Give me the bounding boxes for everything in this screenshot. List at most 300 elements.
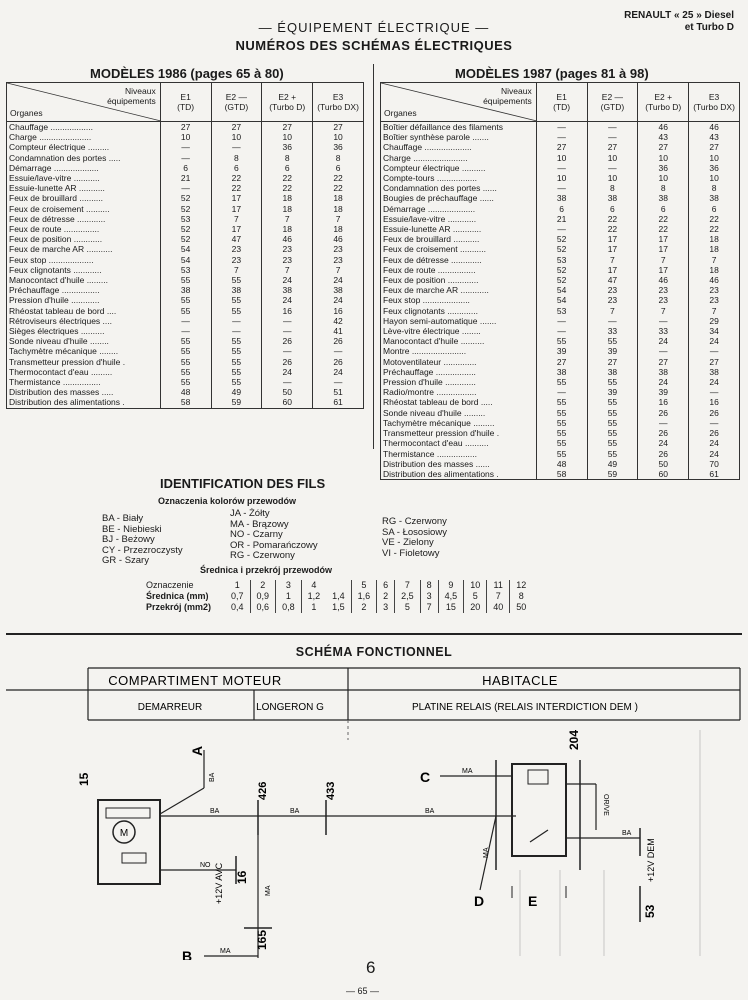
- schema-number: 17: [587, 265, 638, 275]
- organ-name: Feux de croisement ..........: [7, 204, 161, 214]
- schema-number: 55: [536, 377, 587, 387]
- schema-number: 6: [313, 163, 364, 173]
- schema-number: 17: [638, 265, 689, 275]
- table-row: [381, 173, 740, 183]
- motor-label: M: [119, 828, 129, 839]
- schema-number: 59: [211, 397, 262, 408]
- wire-color-item: MA - Brązowy: [230, 518, 289, 530]
- schema-number: 22: [638, 214, 689, 224]
- schema-number: 52: [160, 193, 211, 203]
- size-cell: 11: [487, 580, 510, 591]
- organ-name: Transmetteur pression d'huile .: [7, 357, 161, 367]
- schema-number: 48: [536, 459, 587, 469]
- size-cell: 7: [420, 602, 438, 613]
- schema-number: 27: [587, 357, 638, 367]
- schema-number: 22: [587, 214, 638, 224]
- wire-colors-col3: [382, 517, 447, 559]
- schema-number: 55: [536, 449, 587, 459]
- schema-number: 27: [587, 142, 638, 152]
- schema-number: —: [262, 326, 313, 336]
- corner-label-niveaux: Niveaux: [501, 86, 532, 96]
- schema-number: 7: [587, 306, 638, 316]
- col-header: E2 + (Turbo D): [262, 83, 313, 122]
- schema-number: 6: [536, 204, 587, 214]
- table-row: [381, 204, 740, 214]
- schema-number: 55: [587, 408, 638, 418]
- size-cell: [326, 580, 351, 591]
- table-row: [7, 306, 364, 316]
- schema-number: 6: [638, 204, 689, 214]
- table-row: [381, 438, 740, 448]
- schema-number: 33: [638, 326, 689, 336]
- wire-color-item: JA - Żółty: [230, 508, 270, 519]
- schema-number: 55: [211, 275, 262, 285]
- schema-number: 50: [262, 387, 313, 397]
- wire-color-item: BJ - Beżowy: [102, 534, 155, 545]
- schema-number: 17: [587, 234, 638, 244]
- organ-name: Chauffage ..................: [7, 122, 161, 133]
- schema-number: —: [536, 316, 587, 326]
- schema-number: 55: [587, 336, 638, 346]
- schema-number: 53: [160, 265, 211, 275]
- schema-number: 24: [689, 449, 740, 459]
- size-cell: 3: [276, 580, 302, 591]
- schema-number: 55: [536, 397, 587, 407]
- schema-number: 49: [211, 387, 262, 397]
- size-row: [146, 580, 532, 591]
- size-cell: 3: [420, 591, 438, 602]
- organ-name: Pression d'huile ............: [7, 295, 161, 305]
- schema-number: 55: [536, 408, 587, 418]
- schema-number: 27: [536, 142, 587, 152]
- schema-number: 23: [211, 255, 262, 265]
- schema-number: 43: [689, 132, 740, 142]
- organ-name: Boîtier synthèse parole .......: [381, 132, 537, 142]
- size-cell: 2: [250, 580, 276, 591]
- schema-number: 21: [160, 173, 211, 183]
- table-row: [7, 265, 364, 275]
- table-row: [7, 224, 364, 234]
- label-E: E: [528, 893, 538, 909]
- size-cell: 1,5: [332, 602, 345, 612]
- schema-number: 22: [262, 173, 313, 183]
- schema-number: 27: [262, 122, 313, 133]
- schema-number: —: [160, 316, 211, 326]
- schema-number: 22: [313, 183, 364, 193]
- organ-name: Feux de position .............: [381, 275, 537, 285]
- size-cell: 1,2: [301, 591, 326, 602]
- schema-number: 38: [638, 193, 689, 203]
- size-cell: 5: [464, 591, 487, 602]
- table-row: [7, 193, 364, 203]
- size-cell: 10: [464, 580, 487, 591]
- schema-number: 38: [536, 193, 587, 203]
- schema-number: 8: [211, 153, 262, 163]
- organ-name: Essuie/lave-vitre ............: [381, 214, 537, 224]
- organ-name: Pression d'huile .............: [381, 377, 537, 387]
- organ-name: Thermocontact d'eau ..........: [381, 438, 537, 448]
- schema-number: 22: [638, 224, 689, 234]
- schema-number: 16: [262, 306, 313, 316]
- organ-name: Compte-tours .................: [381, 173, 537, 183]
- schema-number: 54: [160, 244, 211, 254]
- schema-number: —: [211, 326, 262, 336]
- table-row: [7, 244, 364, 254]
- schema-number: —: [638, 316, 689, 326]
- schema-number: —: [536, 387, 587, 397]
- schema-number: —: [689, 346, 740, 356]
- table-row: [381, 326, 740, 336]
- schema-number: 8: [638, 183, 689, 193]
- wire-color-item: NO - Czarny: [230, 529, 283, 540]
- table-row: [7, 122, 364, 133]
- col-header: E2 — (GTD): [587, 83, 638, 122]
- size-cell: 7: [487, 591, 510, 602]
- organ-name: Sonde niveau d'huile ........: [7, 336, 161, 346]
- schema-number: 38: [262, 285, 313, 295]
- schema-number: 8: [262, 153, 313, 163]
- schema-number: 23: [262, 255, 313, 265]
- table-1987-title: MODÈLES 1987 (pages 81 à 98): [455, 66, 649, 81]
- schema-number: 22: [211, 173, 262, 183]
- schema-number: —: [536, 183, 587, 193]
- schema-number: 55: [160, 377, 211, 387]
- organ-name: Feux stop ...................: [7, 255, 161, 265]
- col-header: E1 (TD): [160, 83, 211, 122]
- brand-line-1: RENAULT « 25 » Diesel: [624, 10, 734, 21]
- wire-color-item: GR - Szary: [102, 555, 149, 566]
- schema-number: —: [262, 377, 313, 387]
- schema-number: 41: [313, 326, 364, 336]
- connector-C: C: [420, 769, 431, 785]
- schema-number: 55: [211, 377, 262, 387]
- size-cell: 2: [377, 591, 395, 602]
- table-row: [381, 377, 740, 387]
- schema-number: 18: [313, 224, 364, 234]
- table-row: [381, 214, 740, 224]
- wire-color-item: RG - Czerwony: [382, 516, 447, 527]
- table-row: [381, 387, 740, 397]
- schema-number: 22: [689, 214, 740, 224]
- schema-number: 38: [536, 367, 587, 377]
- col-header: E3 (Turbo DX): [313, 83, 364, 122]
- schema-number: 8: [313, 153, 364, 163]
- schema-number: 7: [587, 255, 638, 265]
- schema-number: 6: [211, 163, 262, 173]
- wire-ba-label: BA: [425, 808, 435, 815]
- schema-number: 55: [536, 428, 587, 438]
- table-row: [381, 285, 740, 295]
- organ-name: Sonde niveau d'huile .........: [381, 408, 537, 418]
- table-row: [381, 122, 740, 133]
- schema-number: 61: [689, 469, 740, 480]
- schema-number: 10: [587, 153, 638, 163]
- table-row: [7, 275, 364, 285]
- schema-number: 10: [587, 173, 638, 183]
- schema-number: 55: [160, 367, 211, 377]
- label-16: 16: [235, 870, 249, 884]
- schema-number: 52: [536, 244, 587, 254]
- organ-name: Thermistance ................: [7, 377, 161, 387]
- schema-number: 36: [689, 163, 740, 173]
- schema-number: 61: [313, 397, 364, 408]
- schema-number: 10: [313, 132, 364, 142]
- size-cell: 50: [510, 602, 533, 613]
- schema-number: 52: [160, 204, 211, 214]
- label-12v-avc: +12V AVC: [214, 862, 224, 904]
- table-row: [381, 367, 740, 377]
- schema-number: 17: [638, 244, 689, 254]
- schema-number: 18: [313, 193, 364, 203]
- schema-number: 26: [313, 357, 364, 367]
- schema-number: 23: [638, 285, 689, 295]
- table-row: [7, 357, 364, 367]
- corner-label-organes: Organes: [384, 108, 417, 118]
- schema-number: 26: [689, 408, 740, 418]
- schema-number: 26: [262, 336, 313, 346]
- schema-number: 7: [313, 214, 364, 224]
- table-row: [381, 357, 740, 367]
- schema-number: 43: [638, 132, 689, 142]
- table-corner-header: [7, 83, 160, 121]
- schema-number: 10: [638, 153, 689, 163]
- schema-number: 36: [638, 163, 689, 173]
- wire-ba-label: BA: [210, 808, 220, 815]
- schema-number: 52: [160, 234, 211, 244]
- size-cell: 5: [351, 580, 377, 591]
- schema-number: 26: [313, 336, 364, 346]
- organ-name: Charge .......................: [381, 153, 537, 163]
- table-row: [7, 367, 364, 377]
- schema-number: 55: [211, 306, 262, 316]
- schema-number: 23: [689, 285, 740, 295]
- organ-name: Transmetteur pression d'huile .: [381, 428, 537, 438]
- brand-line-2: et Turbo D: [684, 22, 734, 33]
- schema-number: 53: [536, 306, 587, 316]
- schema-number: 39: [536, 346, 587, 356]
- schema-number: 17: [211, 224, 262, 234]
- organ-name: Démarrage ....................: [381, 204, 537, 214]
- schema-number: —: [536, 326, 587, 336]
- schema-number: —: [587, 316, 638, 326]
- col-header: E1 (TD): [536, 83, 587, 122]
- schema-number: 23: [313, 244, 364, 254]
- schema-number: 27: [313, 122, 364, 133]
- schema-number: 26: [638, 449, 689, 459]
- size-row: [146, 591, 532, 602]
- corner-label-equipements: équipements: [483, 96, 532, 106]
- schema-number: 55: [211, 367, 262, 377]
- organ-name: Feux stop ....................: [381, 295, 537, 305]
- schema-number: 55: [587, 438, 638, 448]
- schema-number: 55: [160, 295, 211, 305]
- schema-number: 10: [536, 173, 587, 183]
- schema-number: —: [587, 132, 638, 142]
- table-row: [381, 163, 740, 173]
- schema-number: 51: [313, 387, 364, 397]
- table-row: [381, 193, 740, 203]
- schema-number: 7: [638, 306, 689, 316]
- schema-number: 55: [211, 336, 262, 346]
- schema-number: 7: [211, 214, 262, 224]
- table-row: [381, 336, 740, 346]
- schema-number: 46: [313, 234, 364, 244]
- wire-color-item: CY - Przezroczysty: [102, 544, 183, 556]
- starter-coil: [106, 808, 150, 818]
- schema-number: 52: [536, 275, 587, 285]
- wire-no-label: NO: [200, 862, 211, 869]
- corner-label-equipements: équipements: [107, 96, 156, 106]
- organ-name: Distribution des masses .....: [7, 387, 161, 397]
- schema-number: 18: [689, 265, 740, 275]
- relay-contact: [530, 830, 548, 842]
- schema-number: 49: [587, 459, 638, 469]
- size-row-label: Oznaczenie: [146, 580, 194, 590]
- schema-number: —: [689, 418, 740, 428]
- organ-name: Feux de position ............: [7, 234, 161, 244]
- schema-number: 24: [313, 367, 364, 377]
- schema-number: —: [638, 346, 689, 356]
- table-row: [381, 459, 740, 469]
- wire-ma-label: MA: [483, 847, 490, 858]
- schema-number: 24: [638, 438, 689, 448]
- zone-compartiment-moteur: COMPARTIMENT MOTEUR: [108, 673, 282, 688]
- organ-name: Thermocontact d'eau .........: [7, 367, 161, 377]
- schema-number: 46: [689, 275, 740, 285]
- table-row: [7, 326, 364, 336]
- wires-title: IDENTIFICATION DES FILS: [160, 476, 326, 491]
- schema-number: 23: [638, 295, 689, 305]
- schema-number: 24: [638, 377, 689, 387]
- organ-name: Manocontact d'huile .........: [7, 275, 161, 285]
- size-cell: 1: [301, 602, 326, 613]
- organ-name: Préchauffage .................: [381, 367, 537, 377]
- wire-color-item: BE - Niebieski: [102, 523, 162, 535]
- schema-number: 17: [638, 234, 689, 244]
- schema-number: 16: [313, 306, 364, 316]
- schema-number: —: [689, 387, 740, 397]
- schema-number: 55: [160, 346, 211, 356]
- schema-number: 36: [313, 142, 364, 152]
- schema-number: 38: [689, 193, 740, 203]
- schema-number: 54: [536, 295, 587, 305]
- schema-number: —: [536, 224, 587, 234]
- organ-name: Boîtier défaillance des filaments: [381, 122, 537, 133]
- schema-number: 18: [313, 204, 364, 214]
- table-row: [7, 132, 364, 142]
- wire-size-subtitle: Średnica i przekrój przewodów: [200, 565, 333, 575]
- schema-number: 38: [313, 285, 364, 295]
- wire-size-table: [146, 580, 532, 613]
- schema-number: 22: [262, 183, 313, 193]
- size-row: [146, 602, 532, 613]
- wire-color-item: VE - Zielony: [382, 537, 434, 548]
- table-row: [381, 418, 740, 428]
- organ-name: Feux de route ...............: [7, 224, 161, 234]
- table-1986-title: MODÈLES 1986 (pages 65 à 80): [90, 66, 284, 81]
- schema-number: 26: [638, 408, 689, 418]
- organ-name: Feux de brouillard ...........: [381, 234, 537, 244]
- schema-number: 7: [638, 255, 689, 265]
- organ-name: Compteur électrique ..........: [381, 163, 537, 173]
- wire-ba-label: BA: [209, 772, 216, 782]
- schema-number: 18: [262, 193, 313, 203]
- schema-number: 52: [160, 224, 211, 234]
- table-row: [7, 183, 364, 193]
- schema-number: 24: [262, 367, 313, 377]
- schema-number: —: [262, 316, 313, 326]
- size-cell: 7: [395, 580, 421, 591]
- connector-A: A: [189, 745, 205, 756]
- schema-number: 22: [211, 183, 262, 193]
- size-cell: 1,4: [332, 591, 345, 601]
- schema-number: 29: [689, 316, 740, 326]
- solenoid-coil: [122, 853, 146, 863]
- schema-number: —: [536, 132, 587, 142]
- col-header: E2 + (Turbo D): [638, 83, 689, 122]
- size-cell: 3: [377, 602, 395, 613]
- schema-number: 48: [160, 387, 211, 397]
- connector-433: 433: [325, 781, 337, 800]
- schema-number: 6: [587, 204, 638, 214]
- schema-number: 8: [689, 183, 740, 193]
- schema-number: 24: [262, 275, 313, 285]
- size-cell: 1: [234, 580, 240, 590]
- schema-number: 42: [313, 316, 364, 326]
- schema-number: 10: [536, 153, 587, 163]
- schema-number: 55: [587, 418, 638, 428]
- schema-number: 47: [587, 275, 638, 285]
- label-15: 15: [77, 772, 91, 786]
- schema-number: 22: [313, 173, 364, 183]
- wire-color-item: SA - Łososiowy: [382, 526, 447, 538]
- schema-number: —: [160, 142, 211, 152]
- schema-number: 7: [262, 265, 313, 275]
- brand-label: [624, 10, 734, 34]
- col-header: E2 — (GTD): [211, 83, 262, 122]
- table-row: [7, 204, 364, 214]
- zone-demarreur: DEMARREUR: [137, 702, 203, 713]
- relay-coil: [528, 770, 548, 784]
- schema-number: 27: [689, 142, 740, 152]
- table-row: [381, 428, 740, 438]
- organ-name: Bougies de préchauffage ......: [381, 193, 537, 203]
- organ-name: Lève-vitre électrique ........: [381, 326, 537, 336]
- size-cell: 15: [438, 602, 464, 613]
- schema-number: —: [587, 163, 638, 173]
- schema-number: 50: [638, 459, 689, 469]
- page-subtitle: NUMÉROS DES SCHÉMAS ÉLECTRIQUES: [235, 38, 513, 53]
- schema-number: 38: [587, 193, 638, 203]
- schema-number: 53: [160, 214, 211, 224]
- schema-number: 55: [536, 418, 587, 428]
- schema-number: 16: [638, 397, 689, 407]
- label-53: 53: [643, 904, 657, 918]
- schema-number: 55: [211, 346, 262, 356]
- organ-name: Feux de marche AR ............: [381, 285, 537, 295]
- schema-number: 10: [689, 173, 740, 183]
- wiring-schematic: [0, 660, 748, 960]
- section-divider: [6, 633, 742, 635]
- table-row: [7, 285, 364, 295]
- schema-number: 24: [689, 438, 740, 448]
- wire-ba-label: BA: [290, 808, 300, 815]
- schema-number: 55: [160, 357, 211, 367]
- label-204: 204: [567, 729, 581, 750]
- schema-number: 23: [587, 285, 638, 295]
- schema-number: 27: [689, 357, 740, 367]
- organ-name: Sièges électriques ..........: [7, 326, 161, 336]
